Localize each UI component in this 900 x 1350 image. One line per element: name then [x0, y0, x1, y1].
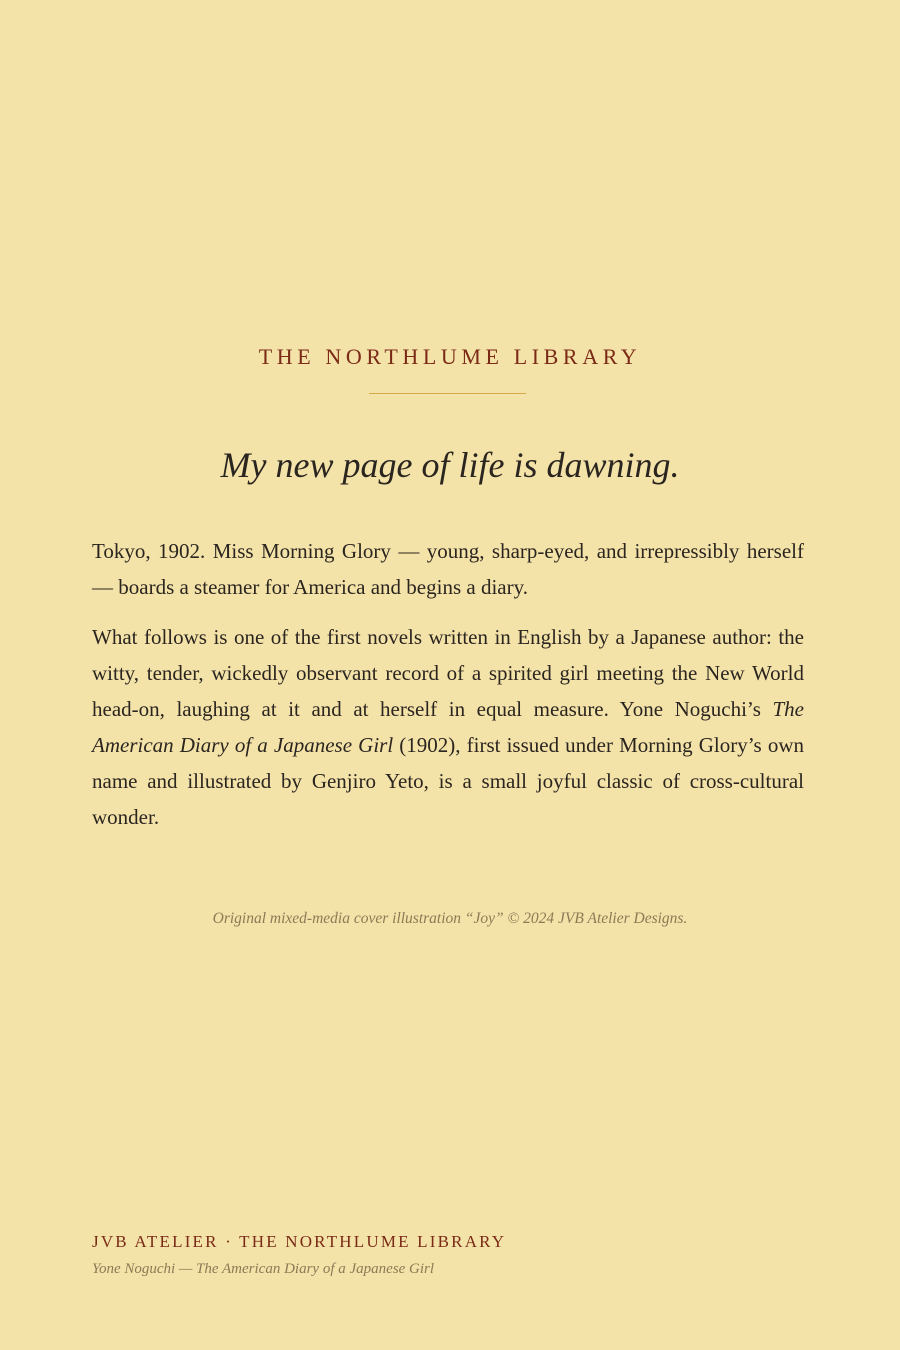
series-title: THE NORTHLUME LIBRARY [258, 344, 642, 369]
book-title: The American Diary of a Japanese Girl [92, 697, 804, 757]
blurb-paragraph-2-outro: (1902), first issued under Morning Glory’s own name and illustrated by Genjiro Yeto, is a small joyful classic of cross-cultural wonder. [92, 733, 804, 829]
blurb-paragraph-1: Tokyo, 1902. Miss Morning Glory — young, sharp-eyed, and irrepressibly herself — boards a steamer for America and begins a diary. [92, 539, 804, 599]
divider-rule [369, 393, 526, 394]
illustration-credit: Original mixed-media cover illustration “Joy” © 2024 JVB Atelier Designs. [212, 910, 688, 927]
blurb [92, 533, 804, 849]
blurb-paragraph-2 [92, 619, 804, 835]
footer-book-line: Yone Noguchi — The American Diary of a Japanese Girl [92, 1261, 435, 1277]
blurb-paragraph-2-intro: What follows is one of the first novels written in English by a Japanese author: the witty, tender, wickedly observant record of a spirited girl meeting the New World head-on, laughing at it and at herself in equal measure. Yone Noguchi’s [92, 625, 804, 721]
footer-publisher: JVB ATELIER · THE NORTHLUME LIBRARY [92, 1232, 507, 1251]
tagline: My new page of life is dawning. [220, 445, 680, 485]
